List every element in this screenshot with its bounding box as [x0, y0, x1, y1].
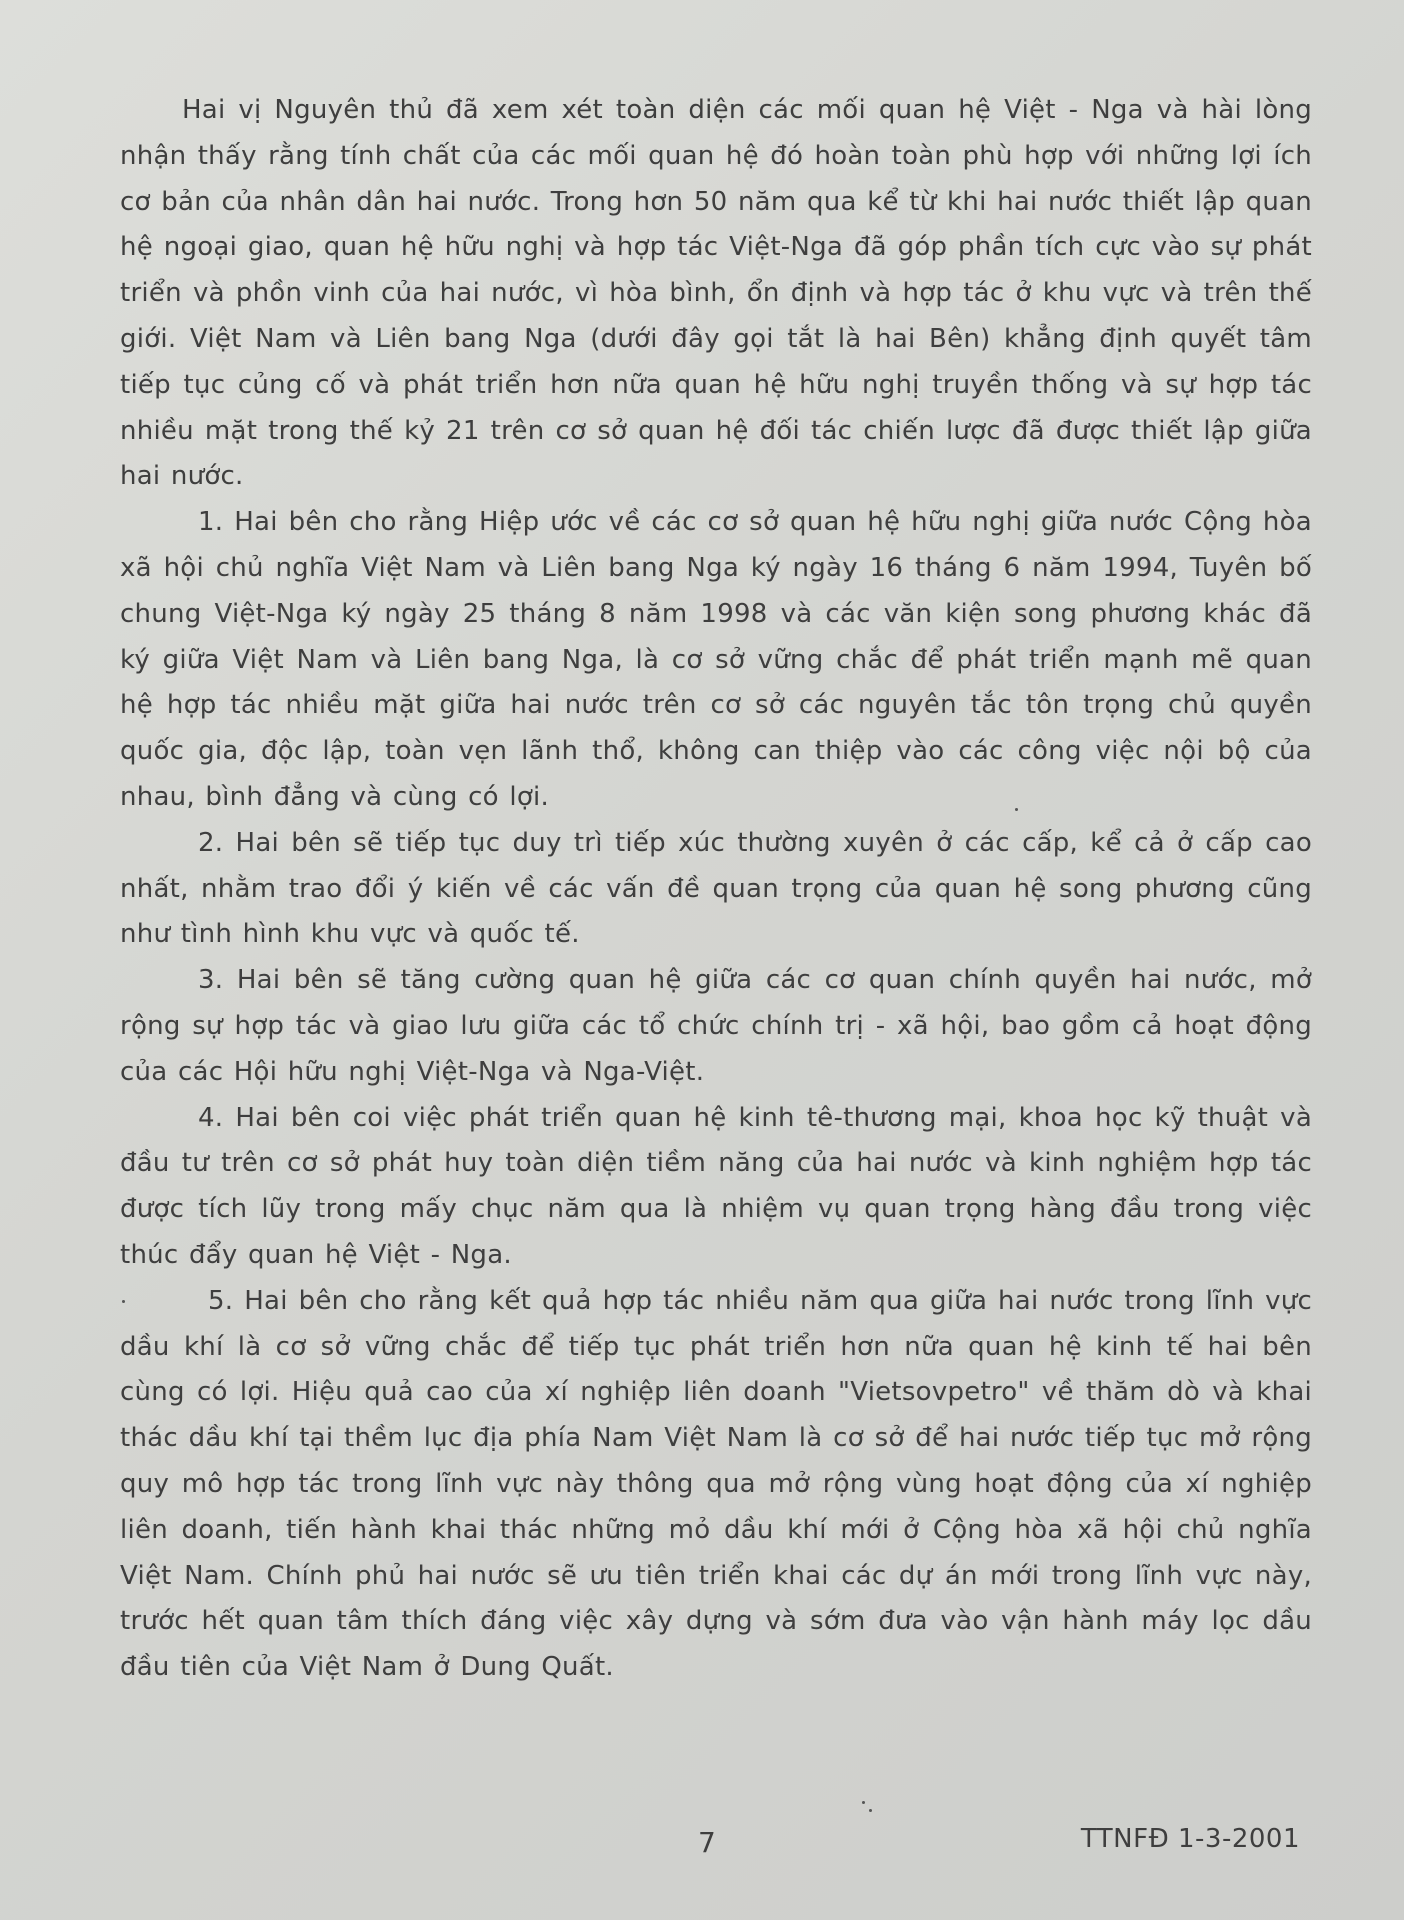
footer-code: TTNFĐ 1-3-2001: [1080, 1824, 1300, 1854]
document-body: [120, 88, 1312, 1691]
scan-speck: [862, 1801, 865, 1804]
paragraph-item-5: 5. Hai bên cho rằng kết quả hợp tác nhiều năm qua giữa hai nước trong lĩnh vực dầu khí là cơ sở vững chắc để tiếp tục phát triển hơn nữa quan hệ kinh tế hai bên cùng có lợi. Hiệu quả cao của xí nghiệp liên doanh "Vietsovpetro" về thăm dò và khai thác dầu khí tại thềm lục địa phía Nam Việt Nam là cơ sở để hai nước tiếp tục mở rộng quy mô hợp tác trong lĩnh vực này thông qua mở rộng vùng hoạt động của xí nghiệp liên doanh, tiến hành khai thác những mỏ dầu khí mới ở Cộng hòa xã hội chủ nghĩa Việt Nam. Chính phủ hai nước sẽ ưu tiên triển khai các dự án mới trong lĩnh vực này, trước hết quan tâm thích đáng việc xây dựng và sớm đưa vào vận hành máy lọc dầu đầu tiên của Việt Nam ở Dung Quất.: [120, 1285, 1312, 1683]
scan-speck: [869, 1809, 872, 1812]
scan-speck: [122, 1300, 125, 1303]
scan-speck: [1015, 808, 1018, 811]
intro-paragraph: Hai vị Nguyên thủ đã xem xét toàn diện các mối quan hệ Việt - Nga và hài lòng nhận thấy rằng tính chất của các mối quan hệ đó hoàn toàn phù hợp với những lợi ích cơ bản của nhân dân hai nước. Trong hơn 50 năm qua kể từ khi hai nước thiết lập quan hệ ngoại giao, quan hệ hữu nghị và hợp tác Việt-Nga đã góp phần tích cực vào sự phát triển và phồn vinh của hai nước, vì hòa bình, ổn định và hợp tác ở khu vực và trên thế giới. Việt Nam và Liên bang Nga (dưới đây gọi tắt là hai Bên) khẳng định quyết tâm tiếp tục củng cố và phát triển hơn nữa quan hệ hữu nghị truyền thống và sự hợp tác nhiều mặt trong thế kỷ 21 trên cơ sở quan hệ đối tác chiến lược đã được thiết lập giữa hai nước.: [120, 95, 1312, 492]
paragraph-item-4: 4. Hai bên coi việc phát triển quan hệ kinh tê-thương mại, khoa học kỹ thuật và đầu tư trên cơ sở phát huy toàn diện tiềm năng của hai nước và kinh nghiệm hợp tác được tích lũy trong mấy chục năm qua là nhiệm vụ quan trọng hàng đầu trong việc thúc đẩy quan hệ Việt - Nga.: [120, 1102, 1312, 1270]
page-number: 7: [698, 1826, 716, 1859]
paragraph-item-1: 1. Hai bên cho rằng Hiệp ước về các cơ sở quan hệ hữu nghị giữa nước Cộng hòa xã hội chủ nghĩa Việt Nam và Liên bang Nga ký ngày 16 tháng 6 năm 1994, Tuyên bố chung Việt-Nga ký ngày 25 tháng 8 năm 1998 và các văn kiện song phương khác đã ký giữa Việt Nam và Liên bang Nga, là cơ sở vững chắc để phát triển mạnh mẽ quan hệ hợp tác nhiều mặt giữa hai nước trên cơ sở các nguyên tắc tôn trọng chủ quyền quốc gia, độc lập, toàn vẹn lãnh thổ, không can thiệp vào các công việc nội bộ của nhau, bình đẳng và cùng có lợi.: [120, 507, 1312, 812]
paragraph-item-2: 2. Hai bên sẽ tiếp tục duy trì tiếp xúc thường xuyên ở các cấp, kể cả ở cấp cao nhất, nhằm trao đổi ý kiến về các vấn đề quan trọng của quan hệ song phương cũng như tình hình khu vực và quốc tế.: [120, 827, 1312, 950]
paragraph-item-3: 3. Hai bên sẽ tăng cường quan hệ giữa các cơ quan chính quyền hai nước, mở rộng sự hợp tác và giao lưu giữa các tổ chức chính trị - xã hội, bao gồm cả hoạt động của các Hội hữu nghị Việt-Nga và Nga-Việt.: [120, 965, 1312, 1087]
